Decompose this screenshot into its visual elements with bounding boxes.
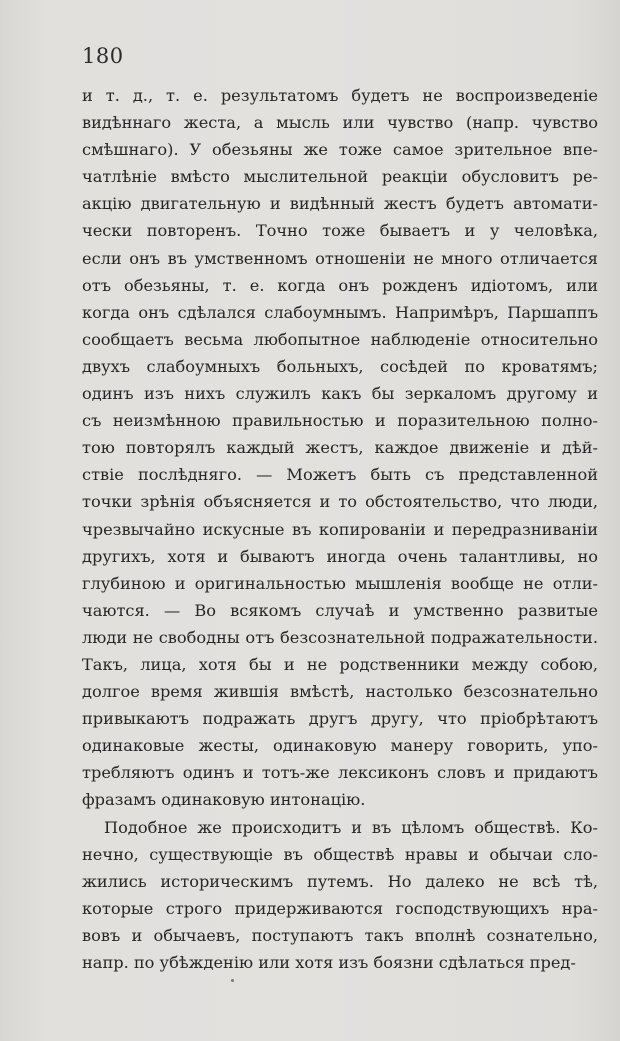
text-line: когда онъ сдѣлался слабоумнымъ. Напримѣръ, Паршаппъ xyxy=(82,302,598,322)
text-line: сообщаетъ весьма любопытное наблюденіе относительно xyxy=(82,329,598,349)
text-line: точки зрѣнія объясняется и то обстоятельство, что люди, xyxy=(82,492,598,512)
text-line: одинъ изъ нихъ служилъ какъ бы зеркаломъ другому и xyxy=(82,384,598,404)
text-line: двухъ слабоумныхъ больныхъ, сосѣдей по кроватямъ; xyxy=(82,356,598,376)
text-line: смѣшнаго). У обезьяны же тоже самое зрительное впе- xyxy=(82,140,598,160)
text-line: съ неизмѣнною правильностью и поразительною полно- xyxy=(82,411,598,431)
text-line: жились историческимъ путемъ. Но далеко не всѣ тѣ, xyxy=(82,871,598,891)
text-line: отъ обезьяны, т. е. когда онъ рожденъ идіотомъ, или xyxy=(82,275,598,295)
text-line: и т. д., т. е. результатомъ будетъ не воспроизведеніе xyxy=(82,86,598,105)
text-line: чатлѣніе вмѣсто мыслительной реакціи обусловитъ ре- xyxy=(82,167,598,187)
text-line: если онъ въ умственномъ отношеніи не много отличается xyxy=(82,248,598,268)
text-line: требляютъ одинъ и тотъ-же лексиконъ словъ и придаютъ xyxy=(82,763,598,783)
text-line: напр. по убѣжденію или хотя изъ боязни сдѣлаться пред- xyxy=(82,953,576,972)
text-line: люди не свободны отъ безсознательной подражательности. xyxy=(82,627,598,647)
text-line: ствіе послѣдняго. — Можетъ быть съ представленной xyxy=(82,465,598,485)
text-line: глубиною и оригинальностью мышленія вообще не отли- xyxy=(82,573,598,593)
text-line: чаются. — Во всякомъ случаѣ и умственно развитые xyxy=(82,600,598,620)
text-line: чески повторенъ. Точно тоже бываетъ и у человѣка, xyxy=(82,221,598,241)
text-line: вовъ и обычаевъ, поступаютъ такъ вполнѣ сознательно, xyxy=(82,925,598,945)
text-line: тою повторялъ каждый жестъ, каждое движеніе и дѣй- xyxy=(82,438,598,458)
body-text xyxy=(82,82,598,976)
text-line: Подобное же происходитъ и въ цѣломъ обществѣ. Ко- xyxy=(104,817,598,837)
text-line: которые строго придерживаются господствующихъ нра- xyxy=(82,898,598,918)
text-line: видѣннаго жеста, а мысль или чувство (напр. чувство xyxy=(82,113,598,133)
text-line: фразамъ одинаковую интонацію. xyxy=(82,790,366,810)
text-line: акцію двигательную и видѣнный жестъ будетъ автомати- xyxy=(82,194,598,214)
page-number: 180 xyxy=(82,44,124,68)
text-line: другихъ, хотя и бываютъ иногда очень талантливы, но xyxy=(82,546,598,566)
text-line: одинаковые жесты, одинаковую манеру говорить, упо- xyxy=(82,736,598,756)
text-line: долгое время жившія вмѣстѣ, настолько безсознательно xyxy=(82,682,598,702)
text-line: чрезвычайно искусные въ копированіи и передразниваніи xyxy=(82,519,598,539)
paper-speck xyxy=(231,979,234,982)
text-line: нечно, существующіе въ обществѣ нравы и обычаи сло- xyxy=(82,844,598,864)
text-line: Такъ, лица, хотя бы и не родственники между собою, xyxy=(82,654,598,674)
text-line: привыкаютъ подражать другъ другу, что пріобрѣтаютъ xyxy=(82,709,598,729)
